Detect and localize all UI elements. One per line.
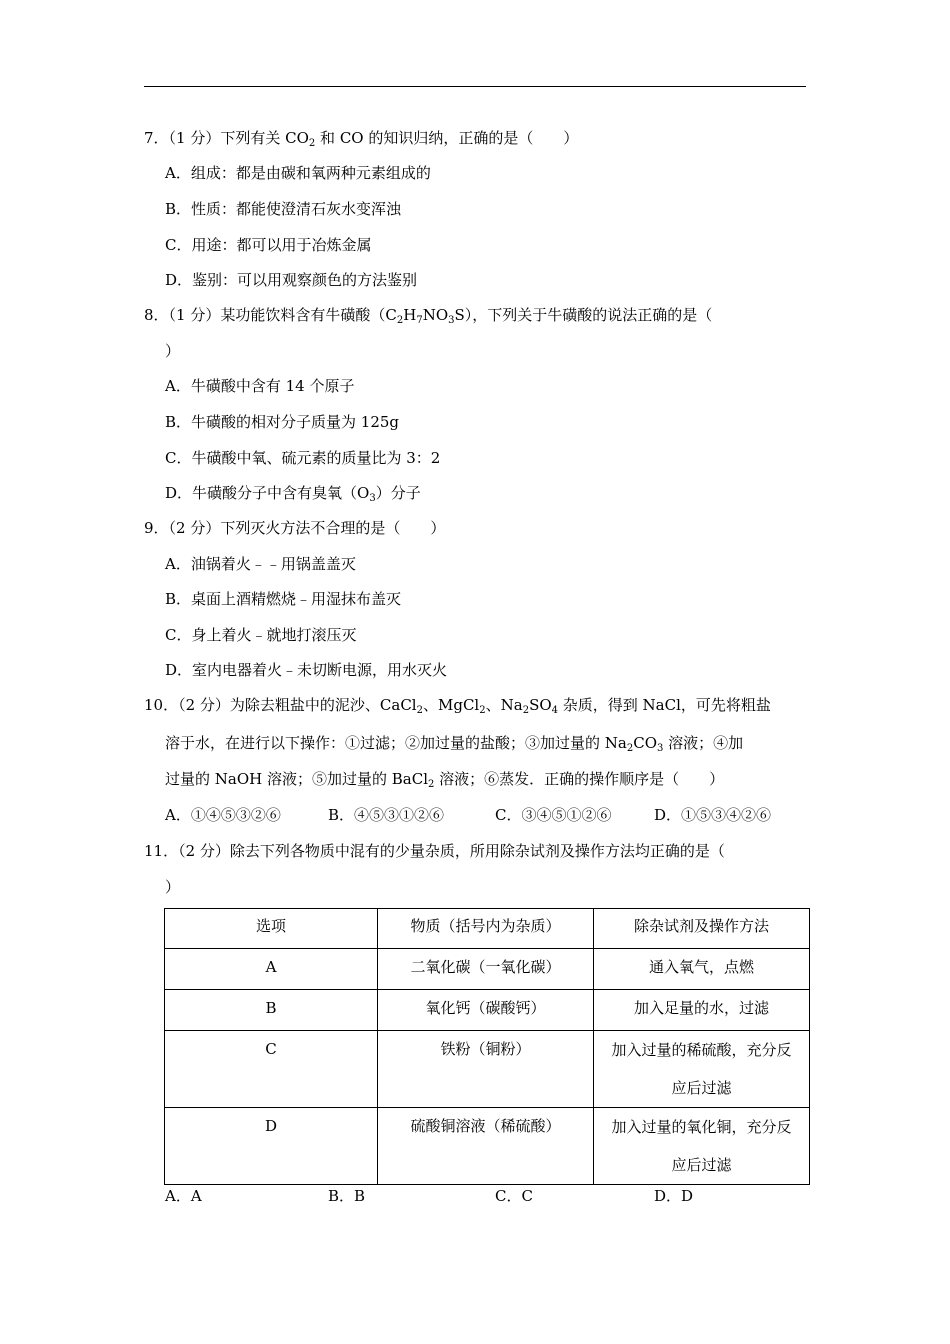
table-cell-method: [594, 1031, 810, 1108]
table-cell-method: [594, 1108, 810, 1185]
q10-stem-line2: 溶于水，在进行以下操作：①过滤；②加过量的盐酸；③加过量的 $Na_2CO_3$ 溶液；④加: [165, 734, 744, 754]
q11-stem: 11．（2 分）除去下列各物质中混有的少量杂质，所用除杂试剂及操作方法均正确的是（: [144, 842, 725, 860]
q8-option-b[interactable]: B．牛磺酸的相对分子质量为 125g: [165, 413, 400, 431]
q10-option-c[interactable]: C．③④⑤①②⑥: [495, 806, 612, 824]
q9-option-a[interactable]: A．油锅着火﹣﹣用锅盖盖灭: [165, 555, 356, 573]
method-line: 加入过量的氧化铜，充分反: [611, 1118, 792, 1136]
q11-option-a[interactable]: A．A: [165, 1187, 202, 1205]
table-cell-substance: 铁粉（铜粉）: [378, 1031, 594, 1108]
table-row: [165, 990, 810, 1031]
table-cell-method: 加入足量的水，过滤: [594, 990, 810, 1031]
table-cell-option: D: [165, 1108, 378, 1185]
table-cell-option: C: [165, 1031, 378, 1108]
q8-option-d[interactable]: D．牛磺酸分子中含有臭氧$(O_3)$分子: [165, 484, 421, 504]
q8-stem: 8．（1 分）某功能饮料含有牛磺酸$(C_2H_7NO_3S)$，下列关于牛磺酸的说法正确的是（: [144, 306, 713, 326]
table-header-cell: 除杂试剂及操作方法: [594, 909, 810, 949]
q10-option-d[interactable]: D．①⑤③④②⑥: [654, 806, 772, 824]
table-row: [165, 1031, 810, 1108]
table-cell-substance: 二氧化碳（一氧化碳）: [378, 949, 594, 990]
table-header-cell: 选项: [165, 909, 378, 949]
q7-stem: 7．（1 分）下列有关 $CO_2$ 和 CO 的知识归纳，正确的是（ ）: [144, 129, 579, 149]
q7-option-b[interactable]: B．性质：都能使澄清石灰水变浑浊: [165, 200, 402, 218]
q8-option-c[interactable]: C．牛磺酸中氧、硫元素的质量比为 3：2: [165, 449, 441, 467]
table-cell-substance: 氧化钙（碳酸钙）: [378, 990, 594, 1031]
q9-option-d[interactable]: D．室内电器着火﹣未切断电源，用水灭火: [165, 661, 448, 679]
q11-option-d[interactable]: D．D: [654, 1187, 694, 1205]
q11-option-b[interactable]: B．B: [328, 1187, 366, 1205]
q10-stem-line1: 10．（2 分）为除去粗盐中的泥沙、CaCl$_2$、MgCl$_2$、$Na_2SO_4$ 杂质，得到 NaCl，可先将粗盐: [144, 696, 771, 716]
q11-option-c[interactable]: C．C: [495, 1187, 533, 1205]
table-header-cell: 物质（括号内为杂质）: [378, 909, 594, 949]
method-line: 应后过滤: [671, 1156, 732, 1174]
table-cell-method: 通入氧气，点燃: [594, 949, 810, 990]
q7-option-c[interactable]: C．用途：都可以用于冶炼金属: [165, 236, 372, 254]
q9-stem: 9．（2 分）下列灭火方法不合理的是（ ）: [144, 519, 446, 537]
q10-option-b[interactable]: B．④⑤③①②⑥: [328, 806, 445, 824]
table-cell-substance: 硫酸铜溶液（稀硫酸）: [378, 1108, 594, 1185]
q10-option-a[interactable]: A．①④⑤③②⑥: [165, 806, 281, 824]
header-rule: [144, 86, 806, 87]
q8-stem-cont: ）: [165, 342, 181, 360]
table-cell-option: B: [165, 990, 378, 1031]
table-row: [165, 1108, 810, 1185]
method-line: 应后过滤: [671, 1079, 732, 1097]
q10-stem-line3: 过量的 NaOH 溶液；⑤加过量的 BaCl$_2$ 溶液；⑥蒸发．正确的操作顺序是（ ）: [165, 770, 725, 790]
table-cell-option: A: [165, 949, 378, 990]
q11-stem-cont: ）: [165, 878, 181, 896]
q9-option-c[interactable]: C．身上着火﹣就地打滚压灭: [165, 626, 357, 644]
table-row: [165, 949, 810, 990]
q7-option-d[interactable]: D．鉴别：可以用观察颜色的方法鉴别: [165, 271, 418, 289]
impurity-table: [164, 908, 810, 1185]
method-line: 加入过量的稀硫酸，充分反: [611, 1041, 792, 1059]
table-header-row: [165, 909, 810, 949]
q9-option-b[interactable]: B．桌面上酒精燃烧﹣用湿抹布盖灭: [165, 590, 402, 608]
q7-option-a[interactable]: A．组成：都是由碳和氧两种元素组成的: [165, 164, 431, 182]
q8-option-a[interactable]: A．牛磺酸中含有 14 个原子: [165, 377, 355, 395]
